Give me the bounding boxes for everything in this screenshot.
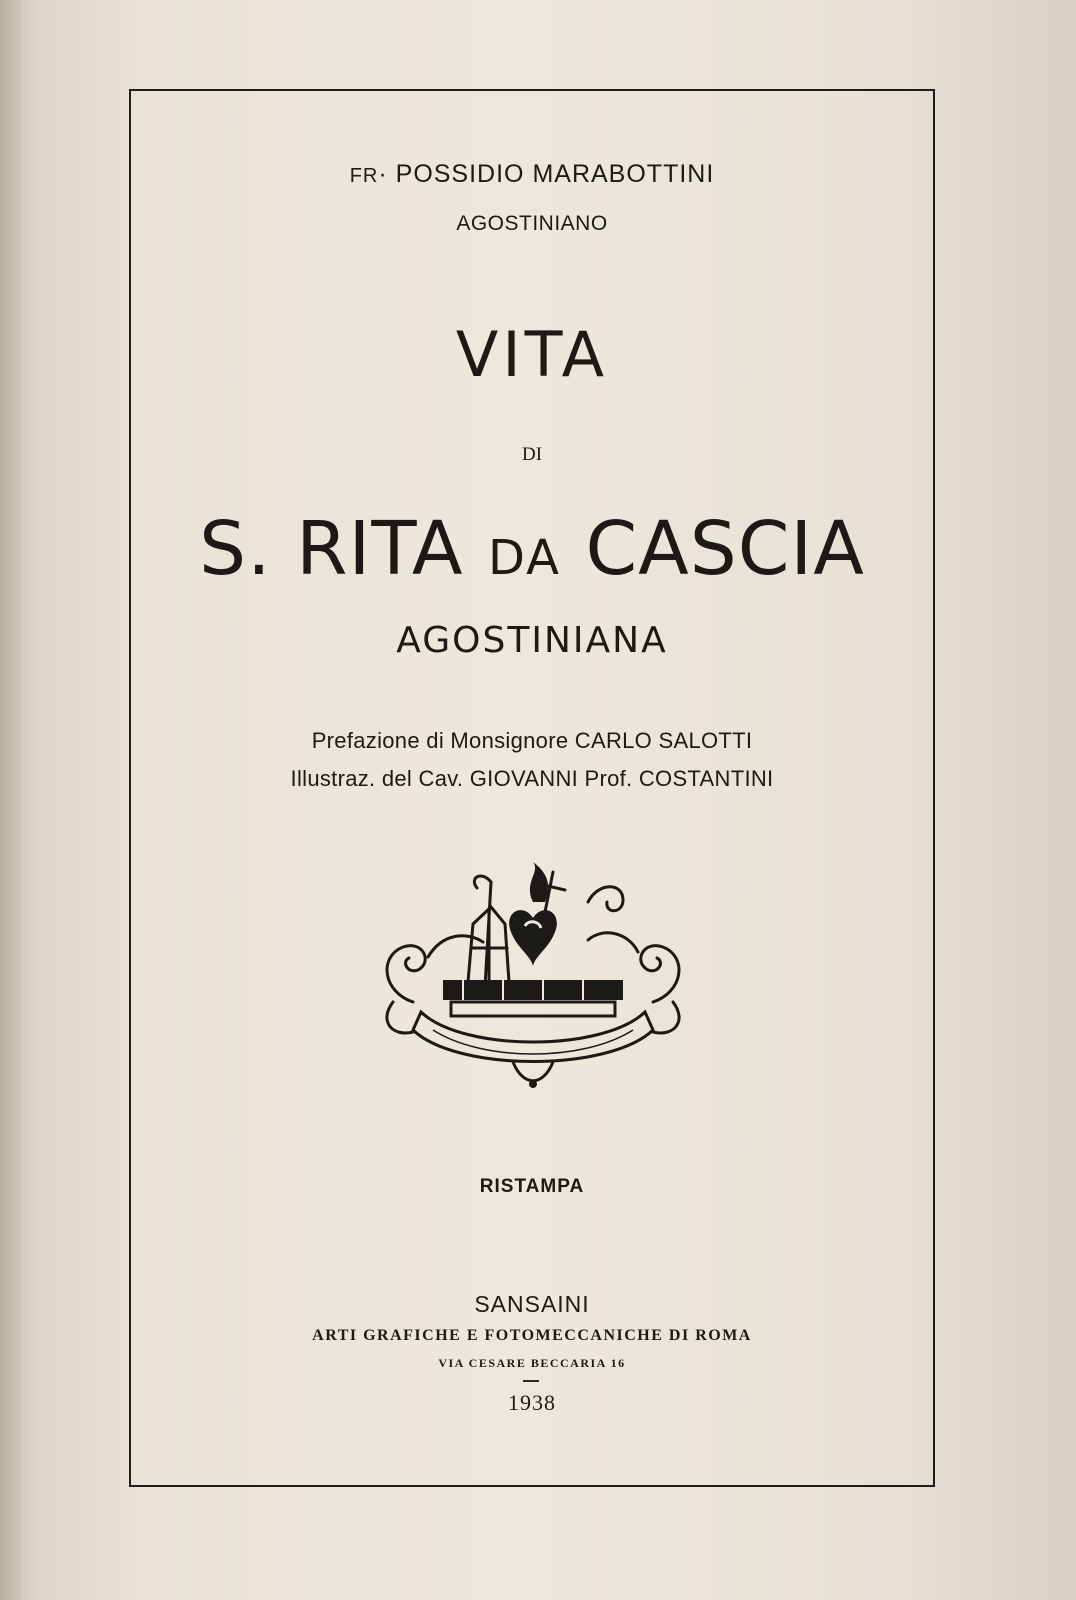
saint-da: DA — [488, 530, 561, 586]
subtitle: AGOSTINIANA — [396, 620, 668, 661]
reprint-label: RISTAMPA — [479, 1176, 585, 1197]
main-title — [129, 506, 935, 592]
publisher-description: ARTI GRAFICHE E FOTOMECCANICHE DI ROMA — [312, 1327, 752, 1344]
preface-credit: Prefazione di Monsignore CARLO SALOTTI — [311, 728, 753, 753]
publisher-address: VIA CESARE BECCARIA 16 — [438, 1356, 626, 1370]
author-order: AGOSTINIANO — [456, 212, 608, 235]
illustrator-credit: Illustraz. del Cav. GIOVANNI Prof. COSTANTINI — [290, 766, 774, 791]
title-connector: DI — [521, 444, 543, 465]
author-prefix-dot: · — [378, 160, 396, 188]
author-line — [129, 160, 935, 189]
title-word: VITA — [455, 318, 609, 391]
publication-year: 1938 — [508, 1390, 556, 1415]
author-name: POSSIDIO MARABOTTINI — [395, 160, 715, 188]
augustinian-emblem-icon — [373, 862, 693, 1092]
saint-name: S. RITA — [199, 506, 464, 592]
publisher-name: SANSAINI — [474, 1291, 590, 1317]
year-divider — [523, 1380, 539, 1382]
saint-place: CASCIA — [585, 506, 865, 592]
page-edge — [0, 0, 22, 1600]
author-prefix: FR — [349, 165, 379, 187]
